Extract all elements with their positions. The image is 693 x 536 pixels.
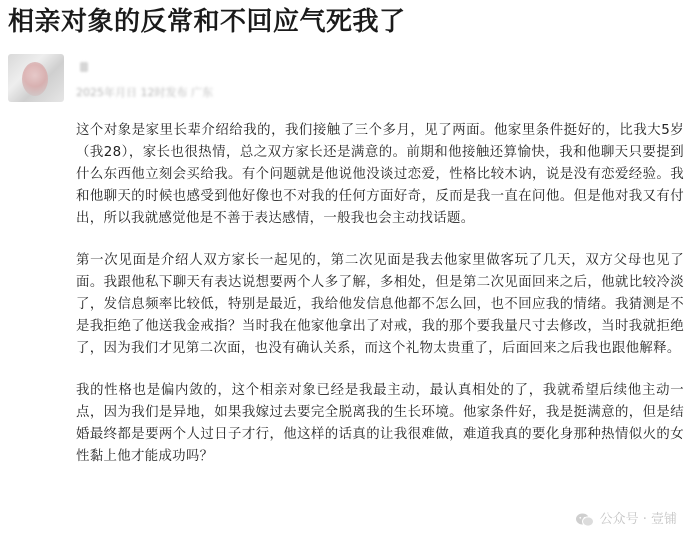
watermark [575,512,677,528]
article-body [76,120,684,488]
author-name-blurred[interactable] [80,62,88,72]
article-paragraph-2: 第一次见面是介绍人双方家长一起见的，第二次见面是我去他家里做客玩了几天，双方父母也见了面。我跟他私下聊天有表达说想要两个人多了解，多相处，但是第二次见面回来之后，他就比较冷淡了，发信息频率比较低，特别是最近，我给他发信息他都不怎么回，也不回应我的情绪。我猜测是不是我拒绝了他送我金戒指？当时我在他家他拿出了对戒，我的那个要我量尺寸去修改，当时我就拒绝了，因为我们才见第二次面，也没有确认关系，而这个礼物太贵重了，后面回来之后我也跟他解释。 [76,253,684,356]
article-paragraph-1: 这个对象是家里长辈介绍给我的，我们接触了三个多月，见了两面。他家里条件挺好的，比我大5岁（我28），家长也很热情，总之双方家长还是满意的。前期和他接触还算愉快，我和他聊天只要提到什么东西他立刻会买给我。有个问题就是他说他没谈过恋爱，性格比较木讷，说是没有恋爱经验。我和他聊天的时候也感受到他好像也不对我的任何方面好奇，反而是我一直在问他。但是他对我又有付出，所以我就感觉他是不善于表达感情，一般我也会主动找话题。 [76,123,684,226]
author-meta-blurred: 2025年月日 12时发布 广东 [76,86,213,99]
watermark-text: 公众号 · 壹铺 [599,512,677,527]
article-paragraph-3: 我的性格也是偏内敛的，这个相亲对象已经是我最主动，最认真相处的了，我就希望后续他主动一点，因为我们是异地，如果我嫁过去要完全脱离我的生长环境。他家条件好，我是挺满意的，但是结婚最终都是要两个人过日子才行，他这样的话真的让我很难做，难道我真的要化身那种热情似火的女性黏上他才能成功吗？ [76,383,684,464]
wechat-official-account-icon [575,512,595,528]
page-title: 相亲对象的反常和不回应气死我了 [8,7,406,37]
author-avatar[interactable] [8,54,64,102]
avatar-blurred-image [22,62,48,96]
